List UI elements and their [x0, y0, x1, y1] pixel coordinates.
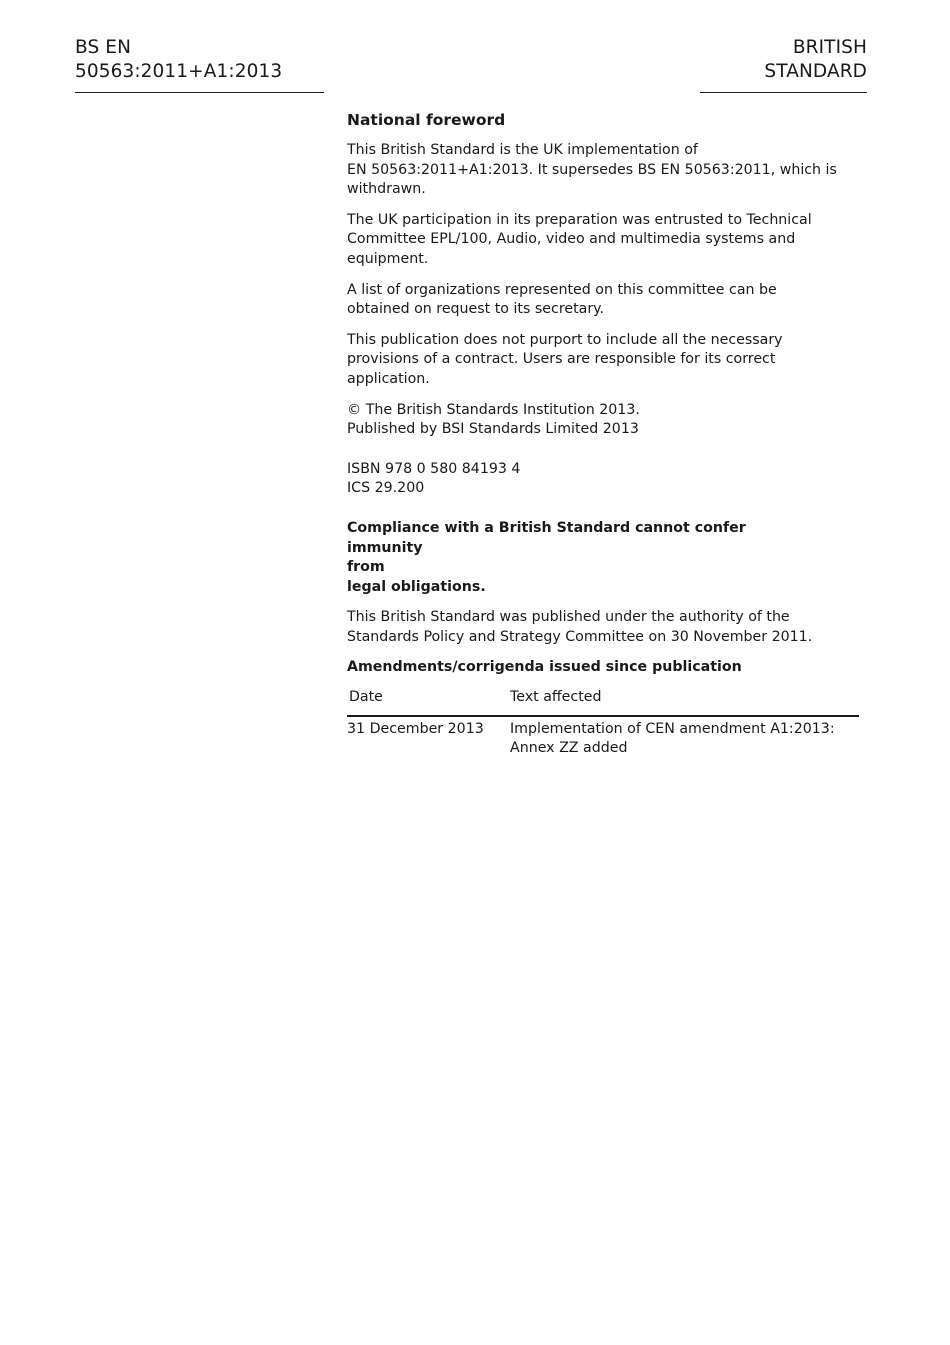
identifiers-block: [347, 460, 867, 499]
table-header-row: [347, 688, 859, 716]
publisher-line: Published by BSI Standards Limited 2013: [347, 421, 639, 438]
amendment-date-cell: 31 December 2013: [347, 720, 484, 737]
copyright-line: © The British Standards Institution 2013.: [347, 401, 640, 418]
text-line: Implementation of CEN amendment A1:2013:: [510, 720, 835, 737]
text-line: Annex ZZ added: [510, 740, 628, 757]
table-row: [347, 716, 859, 759]
date-column-header: Date: [347, 688, 510, 716]
text-affected-column-header: Text affected: [510, 688, 859, 716]
organizations-paragraph: [347, 281, 867, 320]
text-line: withdrawn.: [347, 181, 426, 198]
text-line: Standards Policy and Strategy Committee on 30 November 2011.: [347, 628, 813, 645]
text-line: application.: [347, 370, 430, 387]
ics-line: ICS 29.200: [347, 480, 425, 497]
text-line: EN 50563:2011+A1:2013. It supersedes BS EN 50563:2011, which is: [347, 161, 837, 178]
text-line: A list of organizations represented on this committee can be: [347, 281, 777, 298]
text-line: This publication does not purport to include all the necessary: [347, 331, 783, 348]
amendments-table: [347, 688, 859, 759]
text-line: provisions of a contract. Users are responsible for its correct: [347, 351, 776, 368]
isbn-line: ISBN 978 0 580 84193 4: [347, 460, 521, 477]
text-line: This British Standard was published under the authority of the: [347, 609, 790, 626]
copyright-block: [347, 401, 867, 440]
text-line: The UK participation in its preparation was entrusted to Technical: [347, 211, 812, 228]
implementation-paragraph: [347, 141, 867, 200]
text-line: Committee EPL/100, Audio, video and multimedia systems and equipment.: [347, 231, 796, 267]
national-foreword-section: [347, 109, 867, 759]
text-line: from: [347, 559, 385, 576]
contract-paragraph: [347, 331, 867, 390]
compliance-notice: [347, 519, 797, 597]
page-title: National foreword: [347, 111, 506, 129]
standard-type-header: BRITISH STANDARD: [700, 36, 867, 93]
amendments-title: Amendments/corrigenda issued since publication: [347, 659, 742, 676]
text-line: obtained on request to its secretary.: [347, 301, 605, 318]
authority-paragraph: [347, 608, 867, 647]
amendment-text-cell: [510, 716, 859, 759]
text-line: Compliance with a British Standard cannot confer immunity: [347, 519, 746, 556]
document-id-header: BS EN 50563:2011+A1:2013: [75, 36, 324, 93]
text-line: legal obligations.: [347, 578, 486, 595]
text-line: This British Standard is the UK implementation of: [347, 142, 698, 158]
participation-paragraph: [347, 211, 867, 270]
